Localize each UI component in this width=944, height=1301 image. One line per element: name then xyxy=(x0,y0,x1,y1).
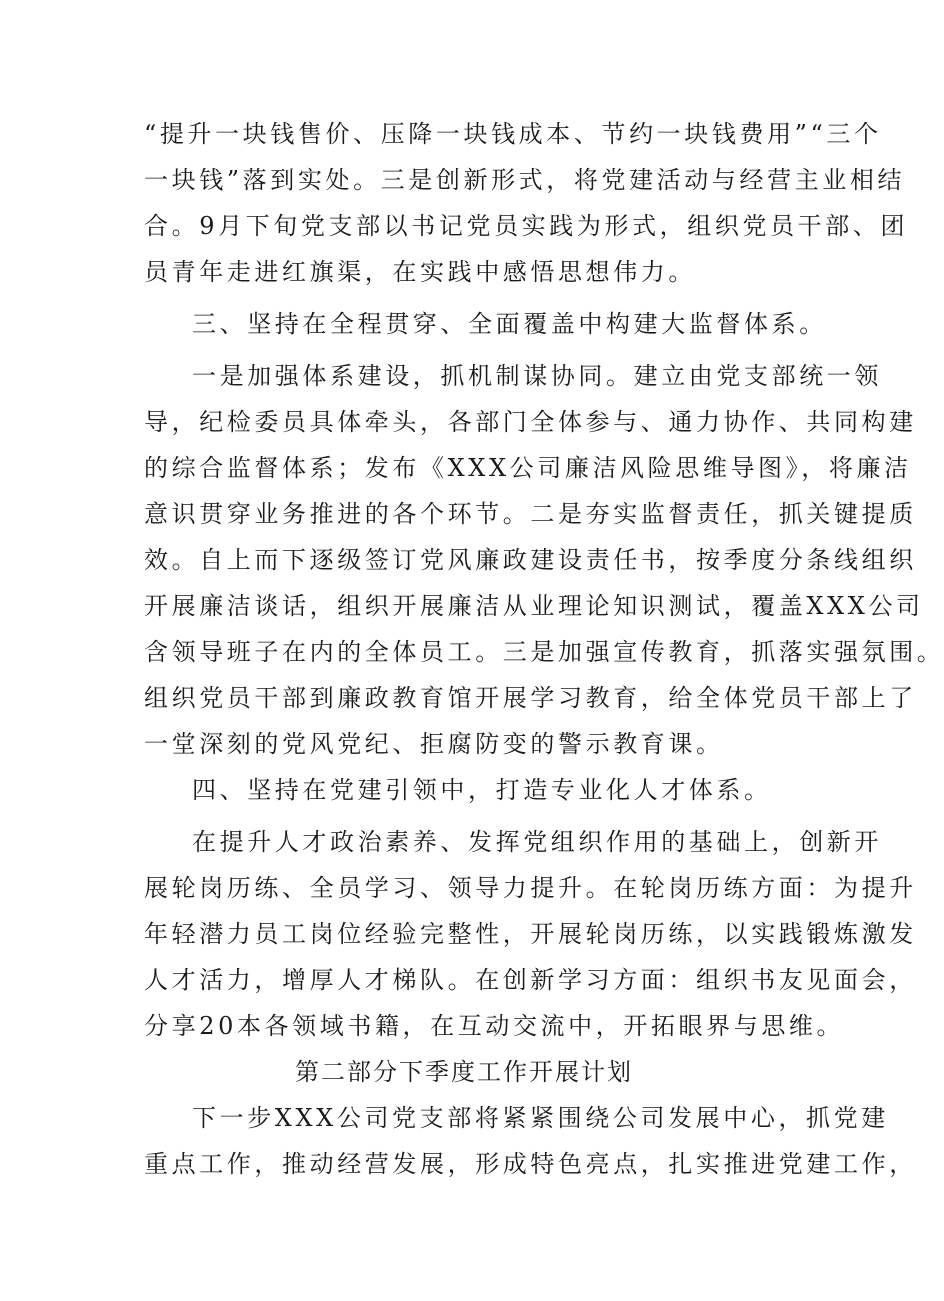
paragraph-line: 分享20本各领域书籍，在互动交流中，开拓眼界与思维。 xyxy=(144,1012,845,1040)
paragraph-line: 含领导班子在内的全体员工。三是加强宣传教育，抓落实强氛围。 xyxy=(144,638,944,666)
paragraph-line: 年轻潜力员工岗位经验完整性，开展轮岗历练，以实践锻炼激发 xyxy=(144,920,917,948)
paragraph-line: 一是加强体系建设，抓机制谋协同。建立由党支部统一领 xyxy=(192,362,882,390)
paragraph-line: 一块钱”落到实处。三是创新形式，将党建活动与经营主业相结 xyxy=(144,166,906,194)
paragraph-line: 在提升人才政治素养、发挥党组织作用的基础上，创新开 xyxy=(192,828,882,856)
paragraph-line: 员青年走进红旗渠，在实践中感悟思想伟力。 xyxy=(144,258,696,286)
paragraph-line: 展轮岗历练、全员学习、领导力提升。在轮岗历练方面：为提升 xyxy=(144,874,917,902)
paragraph-line: 的综合监督体系；发布《XXX公司廉洁风险思维导图》，将廉洁 xyxy=(144,454,912,482)
paragraph-line: 开展廉洁谈话，组织开展廉洁从业理论知识测试，覆盖XXX公司 xyxy=(144,592,924,620)
paragraph-line: 组织党员干部到廉政教育馆开展学习教育，给全体党员干部上了 xyxy=(144,684,917,712)
paragraph-line: 重点工作，推动经营发展，形成特色亮点，扎实推进党建工作， xyxy=(144,1150,917,1178)
section-heading-4: 四、坚持在党建引领中，打造专业化人才体系。 xyxy=(192,776,772,804)
part-title: 第二部分下季度工作开展计划 xyxy=(295,1058,633,1086)
paragraph-line: 下一步XXX公司党支部将紧紧围绕公司发展中心，抓党建 xyxy=(192,1104,889,1132)
paragraph-line: 效。自上而下逐级签订党风廉政建设责任书，按季度分条线组织 xyxy=(144,546,917,574)
paragraph-line: 合。9月下旬党支部以书记党员实践为形式，组织党员干部、团 xyxy=(144,212,909,240)
paragraph-line: 人才活力，增厚人才梯队。在创新学习方面：组织书友见面会， xyxy=(144,966,917,994)
paragraph-line: 意识贯穿业务推进的各个环节。二是夯实监督责任，抓关键提质 xyxy=(144,500,917,528)
paragraph-line: “提升一块钱售价、压降一块钱成本、节约一块钱费用”“三个 xyxy=(144,120,882,148)
section-heading-3: 三、坚持在全程贯穿、全面覆盖中构建大监督体系。 xyxy=(192,310,827,338)
paragraph-line: 导，纪检委员具体牵头，各部门全体参与、通力协作、共同构建 xyxy=(144,408,917,436)
paragraph-line: 一堂深刻的党风党纪、拒腐防变的警示教育课。 xyxy=(144,730,724,758)
